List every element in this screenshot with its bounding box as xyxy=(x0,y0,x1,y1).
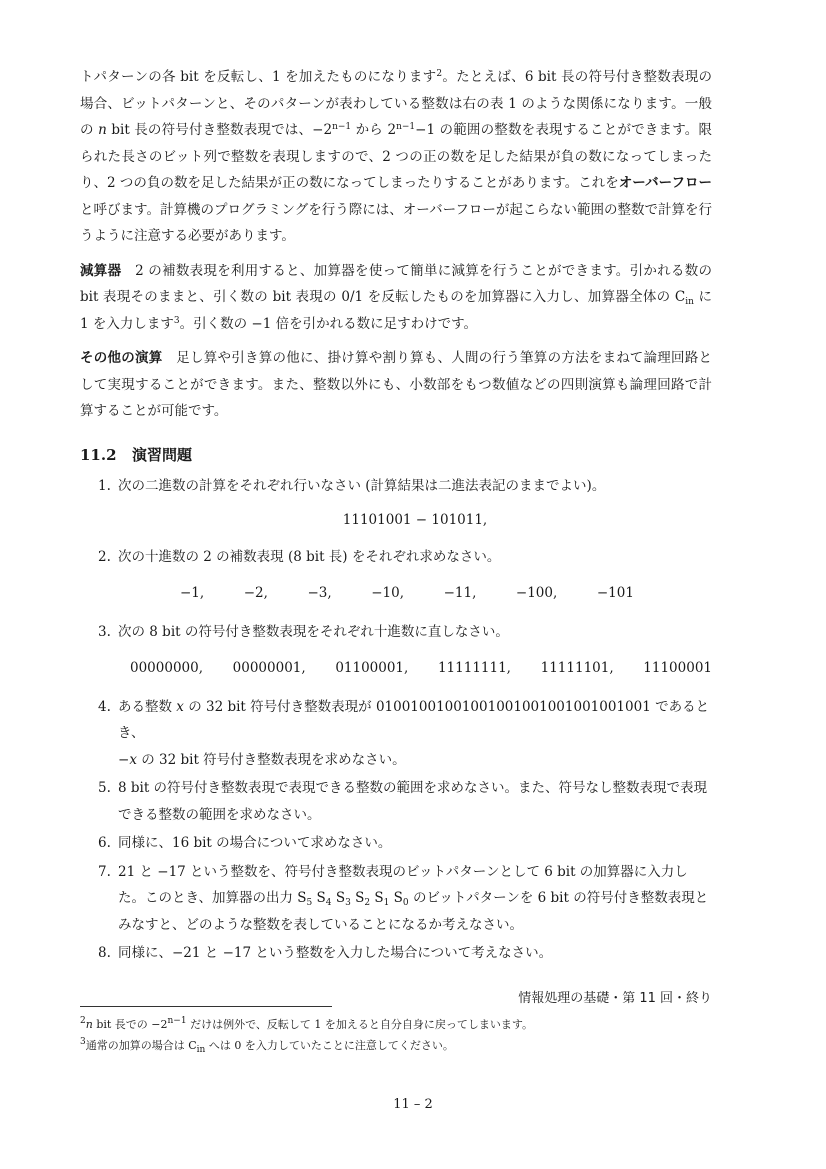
output-symbol: S xyxy=(316,890,326,906)
exercise-item-7 xyxy=(80,859,712,939)
value-item: −100, xyxy=(515,585,558,601)
value-item: −11, xyxy=(443,585,477,601)
output-index: 3 xyxy=(345,898,351,908)
output-index: 5 xyxy=(306,898,313,908)
exercise-expression: 11101001 − 101011, xyxy=(342,512,488,528)
exercise-text: 8 bit の符号付き整数表現で表現できる整数の範囲を求めなさい。また、符号なし整数表現で表現できる整数の範囲を求めなさい。 xyxy=(118,780,708,823)
exercise-number: 5. xyxy=(98,780,111,796)
intro-text: 。たとえば、6 bit 長の符号付き整数表現の場合、ビットパターンと、そのパターンが表わしている整数は右の表 1 のような関係になります。一般の xyxy=(80,69,712,138)
section-heading xyxy=(80,443,712,467)
output-symbol: S xyxy=(297,890,307,906)
footnote-text: へは 0 を入力していたことに注意してください。 xyxy=(205,1039,454,1052)
footnote-2 xyxy=(80,1014,720,1035)
value-item: −101 xyxy=(596,585,634,601)
footnote-mark: 3 xyxy=(80,1037,86,1047)
other-ops-text: 足し算や引き算の他に、掛け算や割り算も、人間の行う筆算の方法をまねて論理回路として実現することができます。また、整数以外にも、小数部をもつ数値などの四則演算も論理回路で計算することが可能です。 xyxy=(80,350,712,419)
value-item: −2, xyxy=(243,585,268,601)
math-subscript: in xyxy=(685,297,694,307)
section-title: 演習問題 xyxy=(132,445,193,464)
footnote-3 xyxy=(80,1035,720,1056)
page-number: 11 – 2 xyxy=(393,1097,433,1112)
footnotes xyxy=(80,1014,720,1056)
exercise-text: の 32 bit 符号付き整数表現が 01001001001001001001001001001001 であるとき、 xyxy=(118,698,710,741)
exercise-text: 21 と −17 という整数を、符号付き整数表現のビットパターンとして 6 bit の加算器に入力した。このとき、加算器の出力 xyxy=(118,863,688,906)
footnote-divider xyxy=(80,1006,332,1007)
exercise-item-5 xyxy=(80,775,712,828)
math-var: x xyxy=(129,751,137,768)
value-item: −1, xyxy=(180,585,205,601)
intro-text: から 2 xyxy=(351,122,397,138)
math-exponent: n−1 xyxy=(167,1016,187,1026)
output-symbol: S xyxy=(355,890,365,906)
exercise-number: 1. xyxy=(98,477,111,494)
output-index: 1 xyxy=(383,898,390,908)
exercise-text: 同様に、16 bit の場合について求めなさい。 xyxy=(118,835,392,851)
subtractor-text: 2 の補数表現を利用すると、加算器を使って簡単に減算を行うことができます。引かれる数の bit 表現そのままと、引く数の bit 表現の 0/1 を反転したものを加算器に入力し、加算器全体の C xyxy=(80,262,713,305)
exercise-item-6 xyxy=(80,830,712,857)
exercise-number: 6. xyxy=(98,835,111,851)
exercise-item-4 xyxy=(80,694,712,774)
value-row xyxy=(118,580,712,607)
subtractor-heading: 減算器 xyxy=(80,262,122,279)
intro-text: と呼びます。計算機のプログラミングを行う際には、オーバーフローが起こらない範囲の整数で計算を行うように注意する必要があります。 xyxy=(80,201,712,244)
output-symbol: S xyxy=(335,890,346,906)
exercise-item-2 xyxy=(80,544,712,607)
subtractor-paragraph xyxy=(80,258,712,338)
value-item: 11111111, xyxy=(437,660,511,676)
math-exponent: n−1 xyxy=(396,122,416,132)
exercise-item-1 xyxy=(80,473,712,534)
output-index: 0 xyxy=(402,898,409,908)
end-note: 情報処理の基礎・第 11 回・終り xyxy=(518,990,712,1006)
value-item: −10, xyxy=(371,585,405,601)
overflow-term: オーバーフロー xyxy=(618,175,712,191)
footnote-text: bit 長での −2 xyxy=(92,1018,168,1031)
exercise-text: の 32 bit 符号付き整数表現を求めなさい。 xyxy=(136,751,406,768)
value-item: 11111101, xyxy=(540,660,614,676)
page-body xyxy=(80,64,712,1009)
section-number: 11.2 xyxy=(80,445,117,464)
footnote-ref-2[interactable]: 2 xyxy=(436,69,443,79)
value-item: 01100001, xyxy=(335,660,409,676)
exercise-text: のビットパターンを 6 bit の符号付き整数表現とみなすと、どのような整数を表していることになるか考えなさい。 xyxy=(118,890,709,933)
exercise-number: 3. xyxy=(98,623,111,640)
exercise-item-3 xyxy=(80,619,712,682)
output-index: 4 xyxy=(325,898,332,908)
exercise-text: − xyxy=(118,751,130,768)
math-var: n xyxy=(85,1018,93,1031)
exercise-item-8 xyxy=(80,940,712,967)
exercise-number: 7. xyxy=(98,863,111,880)
exercise-text: 次の二進数の計算をそれぞれ行いなさい (計算結果は二進法表記のままでよい)。 xyxy=(118,477,606,494)
footnote-ref-3[interactable]: 3 xyxy=(173,315,180,326)
subtractor-text: に 1 を入力します xyxy=(80,289,712,332)
footnote-text: 通常の加算の場合は C xyxy=(85,1039,197,1052)
math-subscript: in xyxy=(196,1045,206,1055)
exercise-number: 2. xyxy=(98,548,111,565)
exercise-text: 次の 8 bit の符号付き整数表現をそれぞれ十進数に直しなさい。 xyxy=(118,623,509,640)
intro-paragraph xyxy=(80,64,712,250)
value-item: −3, xyxy=(307,585,332,601)
adder-outputs xyxy=(297,890,408,906)
output-symbol: S xyxy=(374,890,384,906)
output-index: 2 xyxy=(364,898,371,908)
output-symbol: S xyxy=(393,890,403,906)
exercise-number: 8. xyxy=(98,945,111,961)
subtractor-text: 。引く数の −1 倍を引かれる数に足すわけです。 xyxy=(179,315,478,332)
math-var: x xyxy=(176,698,184,715)
other-ops-heading: その他の演算 xyxy=(80,350,163,366)
value-row xyxy=(118,655,712,682)
value-item: 00000000, xyxy=(130,660,204,676)
footnote-text: だけは例外で、反転して 1 を加えると自分自身に戻ってしまいます。 xyxy=(186,1018,533,1031)
intro-text: トパターンの各 bit を反転し、1 を加えたものになります xyxy=(80,69,437,85)
exercise-number: 4. xyxy=(98,698,111,715)
footnote-mark: 2 xyxy=(80,1016,86,1026)
exercise-list xyxy=(80,473,712,967)
math-exponent: n−1 xyxy=(332,122,352,132)
intro-text: −1 の範囲の整数を表現することができます。限られた長さのビット列で整数を表現しますので、2 つの正の数を足した結果が負の数になってしまったり、2 つの負の数を足した結果が正の数になってしまったりすることがあります。これを xyxy=(80,122,712,191)
math-var: n xyxy=(98,122,107,138)
exercise-text: ある整数 xyxy=(118,698,177,715)
exercise-text: 同様に、−21 と −17 という整数を入力した場合について考えなさい。 xyxy=(118,945,553,961)
value-item: 00000001, xyxy=(232,660,306,676)
other-ops-paragraph xyxy=(80,345,712,425)
intro-text: bit 長の符号付き整数表現では、−2 xyxy=(106,122,333,138)
value-item: 11100001 xyxy=(643,660,712,676)
exercise-text: 次の十進数の 2 の補数表現 (8 bit 長) をそれぞれ求めなさい。 xyxy=(118,548,501,565)
